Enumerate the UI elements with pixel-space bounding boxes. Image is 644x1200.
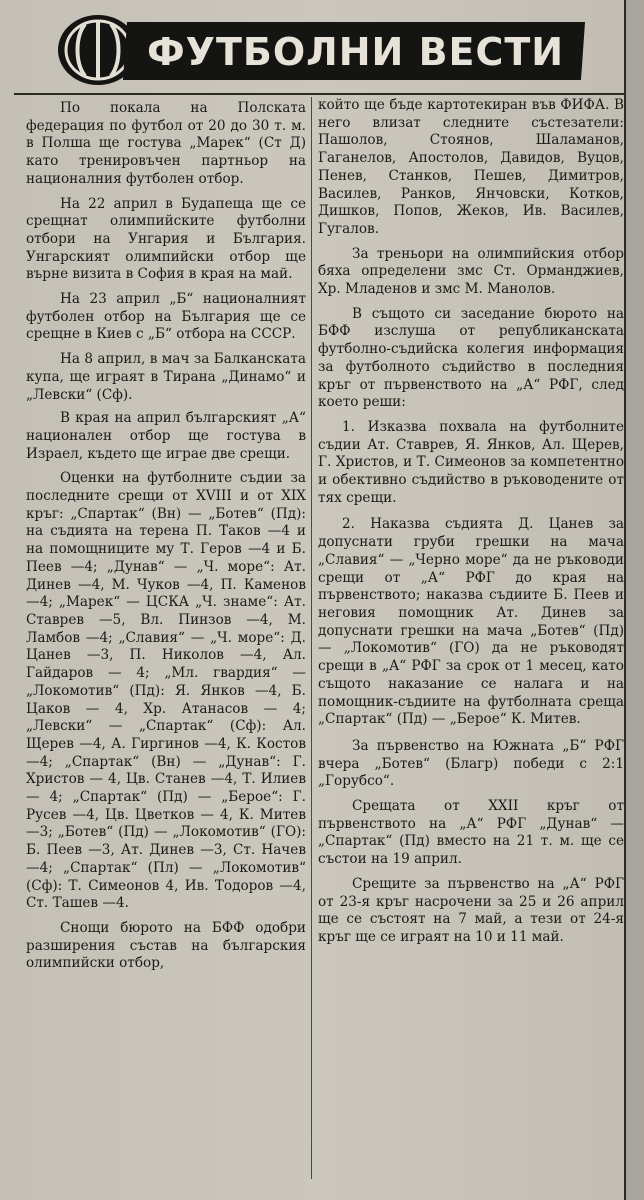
section-header — [55, 12, 585, 90]
news-item-southern-b-rfg: За първенство на Южната „Б“ РФГ вчера „Ботев“ (Благр) победи с 2:1 „Горубсо“. — [318, 737, 624, 790]
decision-item-1: 1. Изказва похвала на футболните съдии Ат. Ставрев, Я. Янков, Ал. Щерев, Г. Христов, и Т. Симеонов за компетентно и обективно съдийство в ръководените от тях срещи. — [318, 418, 624, 506]
decision-item-2: 2. Наказва съдията Д. Цанев за допуснати груби грешки на мача „Славия“ — „Черно море“ да не ръководи срещи от „А“ РФГ до края на първенството; наказва съдиите Б. Пеев и неговия помощник Ат. Динев за допуснати грешки на мача „Ботев“ (Пд) — „Локомотив“ (ГО) да не ръководят срещи в „А“ РФГ за срок от 1 месец, като същото наказание се налага и на помощник-съдиите на футболната среща „Спартак“ (Пд) — „Берое“ К. Митев. — [318, 516, 624, 728]
news-item-coaches: За треньори на олимпийския отбор бяха определени змс Ст. Орманджиев, Хр. Младенов и змс М. Манолов. — [318, 245, 624, 298]
news-item-kiev: На 23 април „Б“ националният футболен отбор на България ще се срещне в Киев с „Б“ отбора на СССР. — [26, 291, 306, 343]
olympic-squad-continued: който ще бъде картотекиран във ФИФА. В него влизат следните състезатели: Пашолов, Стоянов, Шаламанов, Гаганелов, Апостолов, Давидов, Вуцов, Пенев, Станков, Пешев, Димитров, Василев, Ранков, Янчовски, Котков, Дишков, Попов, Жеков, Ив. Василев, Гугалов. — [318, 97, 624, 237]
news-item-olympic-squad: Снощи бюрото на БФФ одобри разширения състав на българския олимпийски отбор, — [26, 919, 306, 972]
page-edge — [624, 0, 644, 1200]
news-item-israel: В края на април българският „А“ национален отбор ще гостува в Израел, където ще играе две срещи. — [26, 410, 306, 462]
news-item-budapest: На 22 април в Будапеща ще се срещнат олимпийските футболни отбори на Унгария и България. Унгарският олимпийски отбор ще върне визита в София в края на май. — [26, 195, 306, 283]
section-title: ФУТБОЛНИ ВЕСТИ — [147, 30, 565, 74]
news-item-referee-ratings: Оценки на футболните съдии за последните срещи от XVIII и от XIX кръг: „Спартак“ (Вн) — „Ботев“ (Пд): на съдията на терена П. Таков —4 и на помощниците му Т. Геров —4 и Б. Пеев —4; „Дунав“ — „Ч. море“: Ат. Динев —4, М. Чуков —4, П. Каменов —4; „Марек“ — ЦСКА „Ч. знаме“: Ат. Ставрев —5, Вл. Пинзов —4, М. Ламбов —4; „Славия“ — „Ч. море“: Д. Цанев —3, П. Николов —4, Ал. Гайдаров — 4; „Мл. гвардия“ — „Локомотив“ (Пд): Я. Янков —4, Б. Цаков — 4, Хр. Атанасов — 4; „Левски“ — „Спартак“ (Сф): Ал. Щерев —4, А. Гиргинов —4, К. Костов —4; „Спартак“ (Вн) — „Дунав“: Г. Христов — 4, Цв. Станев —4, Т. Илиев — 4; „Спартак“ (Пд) — „Берое“: Г. Русев —4, Цв. Цветков — 4, К. Митев —3; „Ботев“ (Пд) — „Локомотив“ (ГО): Б. Пеев —3, Ат. Динев —3, Ст. Начев —4; „Спартак“ (Пл) — „Локомотив“ (Сф): Т. Симеонов 4, Ив. Тодоров —4, Ст. Ташев —4. — [26, 470, 306, 912]
right-column — [318, 97, 624, 954]
column-divider — [311, 97, 312, 1179]
news-item-round-23-24: Срещите за първенство на „А“ РФГ от 23-я кръг насрочени за 25 и 26 април ще се състоят на 7 май, а тези от 24-я кръг ще се играят на 10 и 11 май. — [318, 875, 624, 945]
header-rule — [14, 93, 626, 95]
news-item-match-rescheduled: Срещата от XXII кръг от първенството на „А“ РФГ „Дунав“ — „Спартак“ (Пд) вместо на 21 т. м. ще се състои на 19 април. — [318, 798, 624, 868]
news-item-balkan-cup: На 8 април, в мач за Балканската купа, ще играят в Тирана „Динамо“ и „Левски“ (Сф). — [26, 351, 306, 403]
left-column — [26, 100, 306, 980]
news-item-polish-cup: По покала на Полската федерация по футбол от 20 до 30 т. м. в Полша ще гостува „Марек“ (Ст Д) като тренировъчен партньор на националния футболен отбор. — [26, 100, 306, 187]
news-item-bureau-meeting: В същото си заседание бюрото на БФФ изслуша от републиканската футболно-съдийска колегия информация за футболното съдийство в последния кръг от първенството на „А“ РФГ, след което реши: — [318, 305, 624, 411]
